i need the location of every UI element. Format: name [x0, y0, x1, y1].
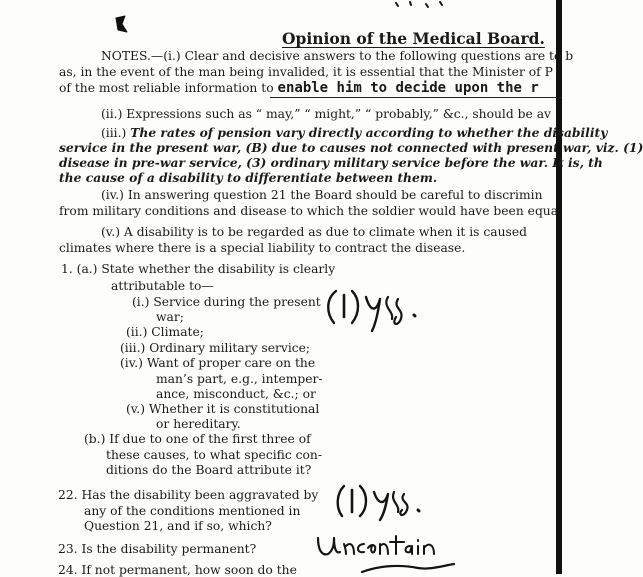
handwritten-scribble-q24 — [358, 560, 458, 576]
note-3-line-3: disease in pre-war service, (3) ordinary military service before the war. It is, th — [59, 155, 603, 170]
option-i-line-2: war; — [156, 310, 184, 324]
handwritten-answer-q21 — [322, 285, 432, 333]
page-title: Opinion of the Medical Board. — [282, 29, 545, 48]
option-ii: (ii.) Climate; — [126, 325, 204, 339]
question-24: 24. If not permanent, how soon do the — [58, 563, 297, 577]
note-2: (ii.) Expressions such as “ may,” “ might,” “ probably,” &c., should be av — [101, 107, 551, 121]
option-iii: (iii.) Ordinary military service; — [120, 341, 311, 355]
question-1b-line-1: (b.) If due to one of the first three of — [84, 432, 311, 446]
option-v-line-2: or hereditary. — [156, 417, 241, 431]
question-1b-line-3: ditions do the Board attribute it? — [106, 463, 312, 477]
note-4-line-1: (iv.) In answering question 21 the Board should be careful to discrimin — [101, 188, 543, 202]
option-v-line-1: (v.) Whether it is constitutional — [126, 402, 320, 416]
option-iv-line-2: man’s part, e.g., intemper- — [156, 372, 323, 386]
question-1b-line-2: these causes, to what specific con- — [106, 448, 323, 462]
option-iv-line-1: (iv.) Want of proper care on the — [120, 356, 316, 370]
question-22-line-3: Question 21, and if so, which? — [84, 519, 272, 533]
note-3-num: (iii.) — [101, 126, 127, 140]
note-1-line-3-text: of the most reliable information to — [59, 81, 274, 95]
question-23: 23. Is the disability permanent? — [58, 542, 257, 556]
notes-label: NOTES. — [101, 49, 151, 63]
note-3-text: The rates of pension vary directly according to whether the disability — [130, 125, 608, 140]
ink-specks — [392, 0, 452, 12]
note-1-line-3 — [59, 82, 539, 95]
ink-mark — [112, 12, 132, 42]
option-i-line-1: (i.) Service during the present — [132, 295, 321, 309]
note-1-emphasis: enable him to decide upon the r — [277, 80, 539, 96]
note-5-line-2: climates where there is a special liability to contract the disease. — [59, 241, 466, 255]
note-3-line-1 — [101, 126, 607, 140]
note-3-line-4: the cause of a disability to differentiate between them. — [59, 170, 438, 185]
handwritten-answer-q22 — [332, 482, 442, 522]
question-1a-line-1: 1. (a.) State whether the disability is clearly — [61, 262, 336, 276]
page-edge-shadow — [556, 0, 562, 574]
question-22-line-2: any of the conditions mentioned in — [84, 504, 301, 518]
question-22-line-1: 22. Has the disability been aggravated by — [58, 488, 319, 502]
note-5-line-1: (v.) A disability is to be regarded as due to climate when it is caused — [101, 225, 527, 239]
option-iv-line-3: ance, misconduct, &c.; or — [156, 387, 316, 401]
underline-rule — [270, 97, 562, 98]
note-4-line-2: from military conditions and disease to which the soldier would have been equal — [59, 204, 562, 218]
question-1a-line-2: attributable to— — [111, 279, 214, 293]
note-1-line-2: as, in the event of the man being invalided, it is essential that the Minister of P — [59, 65, 553, 79]
note-1-text: —(i.) Clear and decisive answers to the following questions are to b — [150, 49, 574, 63]
note-3-line-2: service in the present war, (B) due to causes not connected with present war, viz. (1) — [59, 140, 643, 155]
note-1-line-1 — [101, 50, 573, 63]
